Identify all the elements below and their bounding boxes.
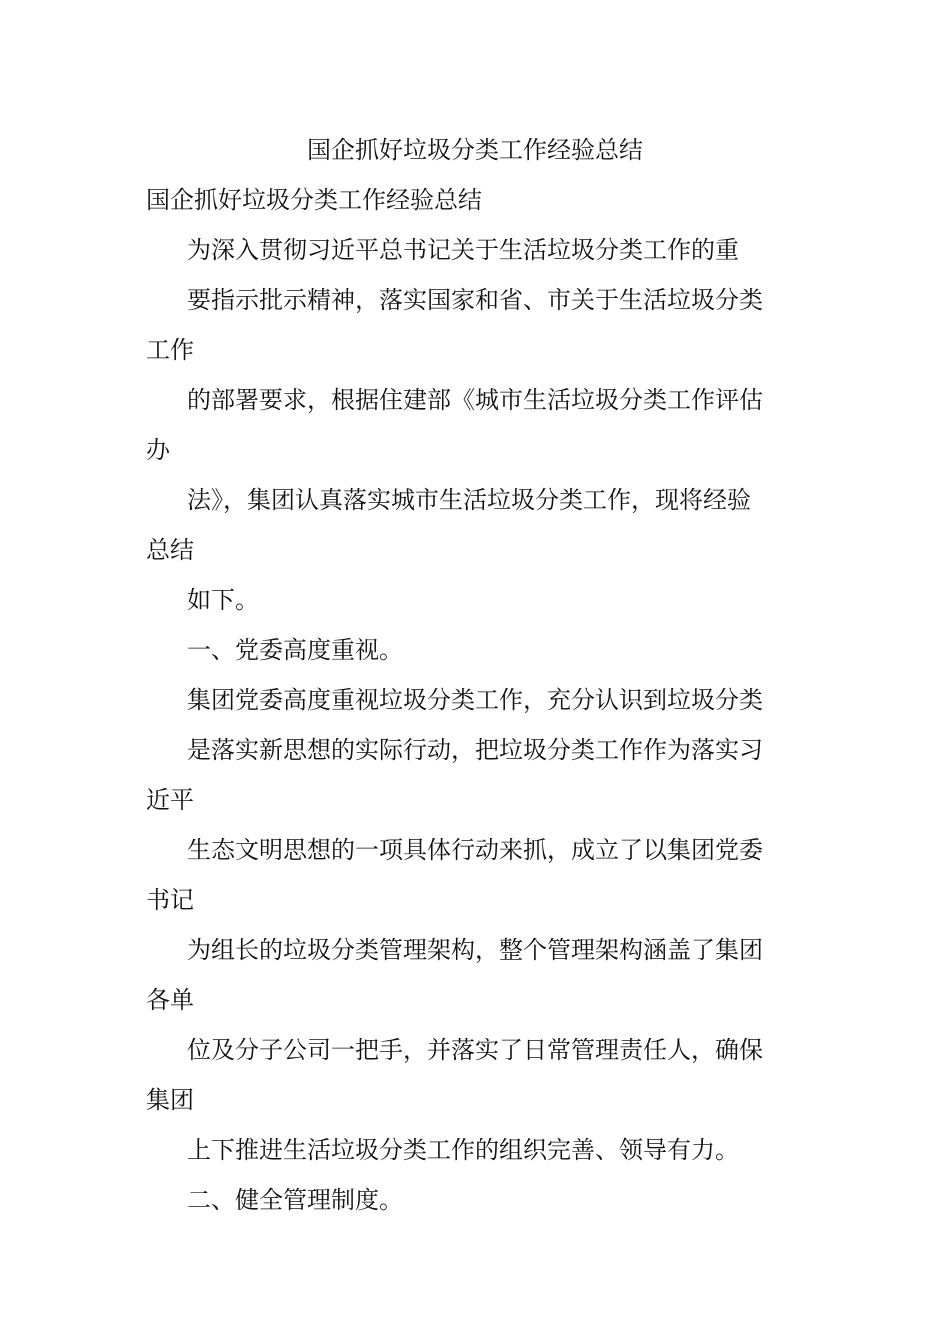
text-line: 工作: [146, 336, 194, 364]
text-line: 位及分子公司一把手，并落实了日常管理责任人，确保: [187, 1036, 763, 1064]
text-line: 是落实新思想的实际行动，把垃圾分类工作作为落实习: [187, 736, 763, 764]
text-line: 书记: [146, 886, 194, 914]
text-line: 集团党委高度重视垃圾分类工作，充分认识到垃圾分类: [187, 686, 763, 714]
section-heading: 一、党委高度重视。: [187, 636, 403, 664]
document-title: 国企抓好垃圾分类工作经验总结: [307, 136, 643, 164]
text-line: 总结: [146, 536, 194, 564]
text-line: 要指示批示精神，落实国家和省、市关于生活垃圾分类: [187, 286, 763, 314]
text-line: 各单: [146, 986, 194, 1014]
section-heading: 二、健全管理制度。: [187, 1186, 403, 1214]
text-line: 为组长的垃圾分类管理架构，整个管理架构涵盖了集团: [187, 936, 763, 964]
text-line: 生态文明思想的一项具体行动来抓，成立了以集团党委: [187, 836, 763, 864]
text-line: 的部署要求，根据住建部《城市生活垃圾分类工作评估: [187, 386, 763, 414]
text-line: 上下推进生活垃圾分类工作的组织完善、领导有力。: [187, 1136, 739, 1164]
subtitle-line: 国企抓好垃圾分类工作经验总结: [146, 186, 482, 214]
text-line: 办: [146, 436, 170, 464]
text-line: 如下。: [187, 586, 259, 614]
text-line: 法》，集团认真落实城市生活垃圾分类工作，现将经验: [187, 486, 751, 514]
text-line: 集团: [146, 1086, 194, 1114]
text-line: 为深入贯彻习近平总书记关于生活垃圾分类工作的重: [187, 236, 739, 264]
text-line: 近平: [146, 786, 194, 814]
